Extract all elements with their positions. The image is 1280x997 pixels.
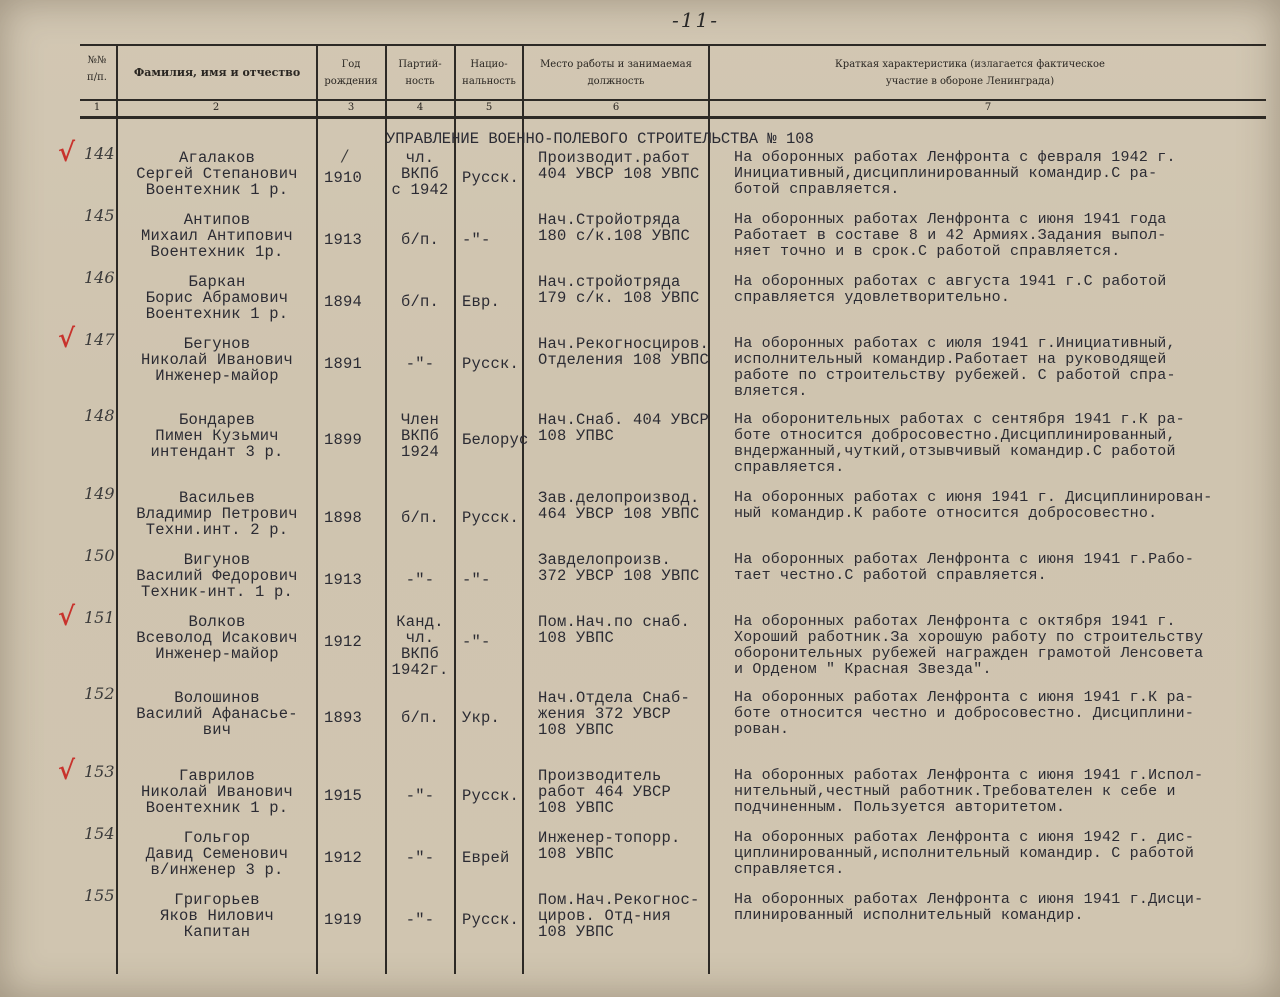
red-checkmark-icon: √ xyxy=(58,138,76,168)
party-line: ВКПб xyxy=(400,645,439,663)
col-number-7: 7 xyxy=(984,102,992,113)
characteristic-line: На оборонных работах Ленфронта с июня 1941 г.Испол- xyxy=(734,767,1204,784)
workplace-line: 108 УВПС xyxy=(538,799,615,817)
workplace-line: Пом.Нач.по снаб. xyxy=(538,613,691,631)
person-name-line: Воентехник 1 р. xyxy=(145,799,289,817)
col-number-4: 4 xyxy=(416,102,424,113)
workplace-line: 464 УВСР 108 УВПС xyxy=(538,505,700,523)
workplace-line: Производит.работ xyxy=(538,149,691,167)
row-number: 145 xyxy=(84,206,115,225)
party-line: ВКПб xyxy=(400,427,439,445)
table-colnum-rule xyxy=(80,116,1266,119)
birth-year: 1913 xyxy=(324,231,363,249)
party-line: б/п. xyxy=(400,231,439,249)
characteristic-line: Работает в составе 8 и 42 Армиях.Задания выпол- xyxy=(734,227,1167,244)
header-party: Партий- ность xyxy=(398,59,442,87)
characteristic-line: вндержанный,чуткий,отзывчивый командир.С работой xyxy=(734,443,1176,460)
characteristic-line: На оборонных работах с августа 1941 г.С работой xyxy=(734,273,1167,290)
col-number-3: 3 xyxy=(347,102,355,113)
workplace-line: 108 УВПС xyxy=(538,845,615,863)
col-number-6: 6 xyxy=(612,102,620,113)
person-name-line: Воентехник 1 р. xyxy=(145,305,289,323)
characteristic-line: циплинированный,исполнительный командир. С работой xyxy=(734,845,1195,862)
party-line: -"- xyxy=(405,787,435,805)
characteristic-line: На оборонных работах Ленфронта с июня 1941 г.Рабо- xyxy=(734,551,1195,568)
nationality: Русск. xyxy=(462,169,520,187)
party-line: -"- xyxy=(405,849,435,867)
year-mark: / xyxy=(342,146,348,165)
nationality: -"- xyxy=(462,231,491,249)
nationality: Белорус xyxy=(462,431,529,449)
col-number-1: 1 xyxy=(93,102,101,113)
characteristic-line: подчиненным. Пользуется авторитетом. xyxy=(734,799,1066,816)
col-divider-1 xyxy=(116,44,118,974)
person-name-line: Баркан xyxy=(188,273,246,291)
person-name-line: Васильев xyxy=(178,489,255,507)
workplace-line: Производитель xyxy=(538,767,662,785)
nationality: -"- xyxy=(462,633,491,651)
header-year: Год рождения xyxy=(324,59,378,87)
workplace-line: Нач.Отдела Снаб- xyxy=(538,689,691,707)
birth-year: 1894 xyxy=(324,293,363,311)
nationality: -"- xyxy=(462,571,491,589)
nationality: Евр. xyxy=(462,293,501,311)
row-number: 148 xyxy=(84,406,115,425)
person-name-line: Гольгор xyxy=(183,829,251,847)
workplace-line: 108 УВПС xyxy=(538,721,615,739)
characteristic-line: На оборонных работах Ленфронта с июня 1941 года xyxy=(734,211,1167,228)
characteristic-line: боте относится добросовестно.Дисциплинированный, xyxy=(734,427,1176,444)
party-line: чл. xyxy=(405,149,435,167)
party-line: б/п. xyxy=(400,509,439,527)
party-line: б/п. xyxy=(400,709,439,727)
characteristic-line: справляется. xyxy=(734,861,845,878)
party-line: чл. xyxy=(405,629,435,647)
person-name-line: Воентехник 1р. xyxy=(150,243,284,261)
workplace-line: Нач.Рекогносциров. xyxy=(538,335,710,353)
workplace-line: Пом.Нач.Рекогнос- xyxy=(538,891,700,909)
person-name-line: интендант 3 р. xyxy=(150,443,284,461)
birth-year: 1915 xyxy=(324,787,363,805)
characteristic-line: На оборонных работах с июля 1941 г.Инициативный, xyxy=(734,335,1176,352)
table-top-rule xyxy=(80,44,1266,46)
row-number: 152 xyxy=(84,684,115,703)
header-nation: Нацио- нальность xyxy=(462,59,516,87)
birth-year: 1893 xyxy=(324,709,363,727)
party-line: б/п. xyxy=(400,293,439,311)
person-name-line: в/инженер 3 р. xyxy=(150,861,284,879)
birth-year: 1910 xyxy=(324,169,363,187)
characteristic-line: ботой справляется. xyxy=(734,181,900,198)
person-name-line: Волошинов xyxy=(174,689,260,707)
unit-title: УПРАВЛЕНИЕ ВОЕННО-ПОЛЕВОГО СТРОИТЕЛЬСТВА № 108 xyxy=(386,130,814,148)
nationality: Русск. xyxy=(462,355,520,373)
person-name-line: Вигунов xyxy=(183,551,251,569)
row-number: 146 xyxy=(84,268,115,287)
characteristic-line: боте относится честно и добросовестно. Дисциплини- xyxy=(734,705,1195,722)
person-name-line: Воентехник 1 р. xyxy=(145,181,289,199)
workplace-line: Нач.стройотряда xyxy=(538,273,681,291)
person-name-line: Гаврилов xyxy=(178,767,255,785)
person-name-line: Сергей Степанович xyxy=(136,165,298,183)
party-line: 1942г. xyxy=(391,661,449,679)
characteristic-line: няет точно и в срок.С работой справляется. xyxy=(734,243,1121,260)
characteristic-line: На оборонных работах с июня 1941 г. Дисциплинирован- xyxy=(734,489,1213,506)
birth-year: 1899 xyxy=(324,431,363,449)
workplace-line: Нач.Снаб. 404 УВСР xyxy=(538,411,710,429)
birth-year: 1912 xyxy=(324,849,363,867)
workplace-line: Инженер-топорр. xyxy=(538,829,681,847)
person-name-line: Капитан xyxy=(183,923,251,941)
characteristic-line: справляется. xyxy=(734,459,845,476)
person-name-line: Инженер-майор xyxy=(155,645,279,663)
col-divider-2 xyxy=(316,44,318,974)
person-name-line: Бегунов xyxy=(183,335,251,353)
characteristic-line: вляется. xyxy=(734,383,808,400)
workplace-line: 179 с/к. 108 УВПС xyxy=(538,289,700,307)
characteristic-line: рован. xyxy=(734,721,790,738)
person-name-line: Антипов xyxy=(183,211,251,229)
person-name-line: Василий Афанасье- xyxy=(136,705,298,723)
row-number: 144 xyxy=(84,144,115,163)
header-work: Место работы и занимаемая должность xyxy=(540,59,692,87)
workplace-line: работ 464 УВСР xyxy=(538,783,672,801)
characteristic-line: На оборонительных работах с сентября 1941 г.К ра- xyxy=(734,411,1185,428)
row-number: 153 xyxy=(84,762,115,781)
characteristic-line: ный командир.К работе относится добросовестно. xyxy=(734,505,1158,522)
person-name-line: Яков Нилович xyxy=(159,907,275,925)
workplace-line: 108 УВПС xyxy=(538,923,615,941)
person-name-line: Техни.инт. 2 р. xyxy=(145,521,289,539)
birth-year: 1891 xyxy=(324,355,363,373)
person-name-line: Всеволод Исакович xyxy=(136,629,298,647)
header-num: №№ п/п. xyxy=(87,55,107,83)
workplace-line: 404 УВСР 108 УВПС xyxy=(538,165,700,183)
table-header-rule xyxy=(80,99,1266,101)
workplace-line: 180 с/к.108 УВПС xyxy=(538,227,691,245)
characteristic-line: Инициативный,дисциплинированный командир.С ра- xyxy=(734,165,1158,182)
party-line: Канд. xyxy=(396,613,444,631)
party-line: -"- xyxy=(405,355,435,373)
party-line: ВКПб xyxy=(400,165,439,183)
person-name-line: Бондарев xyxy=(178,411,255,429)
characteristic-line: справляется удовлетворительно. xyxy=(734,289,1011,306)
row-number: 147 xyxy=(84,330,115,349)
person-name-line: Михаил Антипович xyxy=(140,227,294,245)
characteristic-line: плинированный исполнительный командир. xyxy=(734,907,1084,924)
nationality: Русск. xyxy=(462,509,520,527)
person-name-line: Техник-инт. 1 р. xyxy=(140,583,294,601)
row-number: 154 xyxy=(84,824,115,843)
col-divider-6 xyxy=(708,44,710,974)
nationality: Укр. xyxy=(462,709,501,727)
characteristic-line: На оборонных работах Ленфронта с октября 1941 г. xyxy=(734,613,1176,630)
characteristic-line: исполнительный командир.Работает на руководящей xyxy=(734,351,1167,368)
col-number-2: 2 xyxy=(212,102,220,113)
nationality: Еврей xyxy=(462,849,510,867)
row-number: 149 xyxy=(84,484,115,503)
person-name-line: Григорьев xyxy=(174,891,260,909)
red-checkmark-icon: √ xyxy=(58,602,76,632)
birth-year: 1898 xyxy=(324,509,363,527)
characteristic-line: На оборонных работах Ленфронта с июня 1941 г.К ра- xyxy=(734,689,1195,706)
person-name-line: Агалаков xyxy=(178,149,255,167)
workplace-line: Отделения 108 УВПС xyxy=(538,351,710,369)
person-name-line: Василий Федорович xyxy=(136,567,298,585)
person-name-line: Давид Семенович xyxy=(145,845,289,863)
workplace-line: циров. Отд-ния xyxy=(538,907,672,925)
person-name-line: Владимир Петрович xyxy=(136,505,298,523)
workplace-line: 108 УПВС xyxy=(538,427,615,445)
party-line: -"- xyxy=(405,911,435,929)
nationality: Русск. xyxy=(462,911,520,929)
header-characteristic: Краткая характеристика (излагается фактическое участие в обороне Ленинграда) xyxy=(835,59,1105,87)
row-number: 151 xyxy=(84,608,115,627)
workplace-line: 108 УВПС xyxy=(538,629,615,647)
person-name-line: Николай Иванович xyxy=(140,351,294,369)
workplace-line: Завделопроизв. xyxy=(538,551,672,569)
red-checkmark-icon: √ xyxy=(58,756,76,786)
workplace-line: 372 УВСР 108 УВПС xyxy=(538,567,700,585)
person-name-line: Пимен Кузьмич xyxy=(155,427,279,445)
row-number: 150 xyxy=(84,546,115,565)
characteristic-line: На оборонных работах Ленфронта с июня 1941 г.Дисци- xyxy=(734,891,1204,908)
characteristic-line: На оборонных работах Ленфронта с февраля 1942 г. xyxy=(734,149,1176,166)
party-line: с 1942 xyxy=(391,181,449,199)
characteristic-line: работе по строительству рубежей. С работой спра- xyxy=(734,367,1176,384)
characteristic-line: тает честно.С работой справляется. xyxy=(734,567,1047,584)
person-name-line: Инженер-майор xyxy=(155,367,279,385)
characteristic-line: Хороший работник.За хорошую работу по строительству xyxy=(734,629,1204,646)
red-checkmark-icon: √ xyxy=(58,324,76,354)
person-name-line: Николай Иванович xyxy=(140,783,294,801)
person-name-line: Волков xyxy=(188,613,246,631)
nationality: Русск. xyxy=(462,787,520,805)
col-divider-4 xyxy=(454,44,456,974)
person-name-line: Борис Абрамович xyxy=(145,289,289,307)
party-line: -"- xyxy=(405,571,435,589)
party-line: 1924 xyxy=(400,443,439,461)
workplace-line: Зав.делопроизвод. xyxy=(538,489,700,507)
col-divider-3 xyxy=(385,44,387,974)
workplace-line: Нач.Стройотряда xyxy=(538,211,681,229)
birth-year: 1913 xyxy=(324,571,363,589)
col-divider-5 xyxy=(522,44,524,974)
birth-year: 1919 xyxy=(324,911,363,929)
party-line: Член xyxy=(400,411,439,429)
characteristic-line: На оборонных работах Ленфронта с июня 1942 г. дис- xyxy=(734,829,1195,846)
birth-year: 1912 xyxy=(324,633,363,651)
header-name: Фамилия, имя и отчество xyxy=(133,66,301,79)
row-number: 155 xyxy=(84,886,115,905)
person-name-line: вич xyxy=(202,721,232,739)
col-number-5: 5 xyxy=(485,102,493,113)
characteristic-line: оборонительных рубежей награжден грамотой Ленсовета xyxy=(734,645,1204,662)
characteristic-line: нительный,честный работник.Требователен к себе и xyxy=(734,783,1176,800)
workplace-line: жения 372 УВСР xyxy=(538,705,672,723)
characteristic-line: и Орденом " Красная Звезда". xyxy=(734,661,992,678)
page-number: -11- xyxy=(672,8,719,32)
